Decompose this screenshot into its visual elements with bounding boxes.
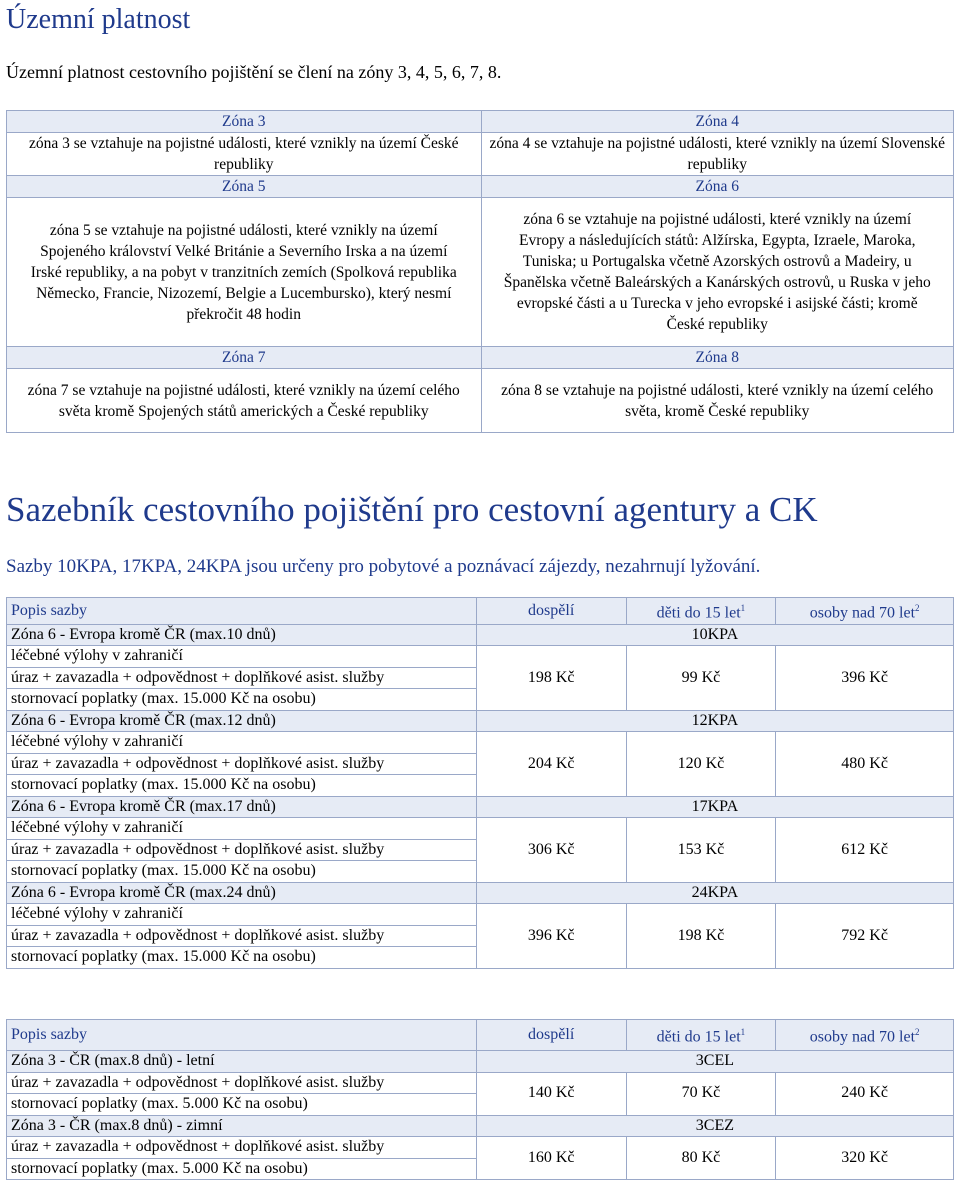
zone-text: zóna 4 se vztahuje na pojistné události, které vznikly na území Slovenské republiky <box>481 133 954 176</box>
zone-text: zóna 3 se vztahuje na pojistné události, které vznikly na území České republiky <box>7 133 482 176</box>
zone-title: Zóna 7 <box>7 347 482 369</box>
zones-table <box>6 110 954 433</box>
price-kids: 198 Kč <box>626 904 776 969</box>
price-seniors: 480 Kč <box>776 732 954 797</box>
price-adults: 396 Kč <box>476 904 626 969</box>
rate-item: úraz + zavazadla + odpovědnost + doplňkové asist. služby <box>7 753 477 775</box>
rate-name: Zóna 6 - Evropa kromě ČR (max.17 dnů) <box>7 796 477 818</box>
page-title: Územní platnost <box>6 4 191 35</box>
col-adults: dospělí <box>476 598 626 625</box>
rate-item: úraz + zavazadla + odpovědnost + doplňkové asist. služby <box>7 925 477 947</box>
rate-item: stornovací poplatky (max. 15.000 Kč na osobu) <box>7 947 477 969</box>
rate-item: léčebné výlohy v zahraničí <box>7 646 477 668</box>
price-kids: 80 Kč <box>626 1137 776 1180</box>
zone-text: zóna 8 se vztahuje na pojistné události, které vznikly na území celého světa, kromě České republiky <box>481 369 954 433</box>
rate-code: 12KPA <box>476 710 953 732</box>
price-adults: 198 Kč <box>476 646 626 711</box>
price-seniors: 792 Kč <box>776 904 954 969</box>
rate-item: stornovací poplatky (max. 5.000 Kč na osobu) <box>7 1158 477 1180</box>
zone-text: zóna 6 se vztahuje na pojistné události, které vznikly na území Evropy a následujících států: Alžírska, Egypta, Izraele, Maroka, Tuniska; u Portugalska včetně Azorských ostrovů a Madeiry, u Španělska včetně Baleárských a Kanárských ostrovů, u Ruska v jeho evropské části a u Turecka v jeho evropské i asijské části; kromě České republiky <box>481 198 954 347</box>
rate-code: 10KPA <box>476 624 953 646</box>
rate-name: Zóna 6 - Evropa kromě ČR (max.12 dnů) <box>7 710 477 732</box>
price-kids: 70 Kč <box>626 1072 776 1115</box>
price-seniors: 396 Kč <box>776 646 954 711</box>
rate-item: léčebné výlohy v zahraničí <box>7 904 477 926</box>
price-seniors: 240 Kč <box>776 1072 954 1115</box>
zone-text: zóna 7 se vztahuje na pojistné události, které vznikly na území celého světa kromě Spojených států amerických a České republiky <box>7 369 482 433</box>
rate-name: Zóna 6 - Evropa kromě ČR (max.24 dnů) <box>7 882 477 904</box>
col-seniors: osoby nad 70 let$^2$ <box>776 598 954 625</box>
rate-item: úraz + zavazadla + odpovědnost + doplňkové asist. služby <box>7 667 477 689</box>
col-kids: děti do 15 let$^1$ <box>626 1020 776 1051</box>
rate-item: stornovací poplatky (max. 15.000 Kč na osobu) <box>7 689 477 711</box>
zone-title: Zóna 5 <box>7 176 482 198</box>
price-seniors: 612 Kč <box>776 818 954 883</box>
rate-item: stornovací poplatky (max. 15.000 Kč na osobu) <box>7 861 477 883</box>
rate-item: úraz + zavazadla + odpovědnost + doplňkové asist. služby <box>7 1137 477 1159</box>
price-adults: 140 Kč <box>476 1072 626 1115</box>
zone-title: Zóna 4 <box>481 111 954 133</box>
price-kids: 99 Kč <box>626 646 776 711</box>
price-adults: 306 Kč <box>476 818 626 883</box>
price-kids: 120 Kč <box>626 732 776 797</box>
rate-code: 3CEL <box>476 1051 953 1073</box>
col-adults: dospělí <box>476 1020 626 1051</box>
rate-code: 3CEZ <box>476 1115 953 1137</box>
rate-item: stornovací poplatky (max. 5.000 Kč na osobu) <box>7 1094 477 1116</box>
rate-item: úraz + zavazadla + odpovědnost + doplňkové asist. služby <box>7 839 477 861</box>
rates-table-1 <box>6 597 954 969</box>
rates-title: Sazebník cestovního pojištění pro cestovní agentury a CK <box>6 490 818 529</box>
rate-code: 17KPA <box>476 796 953 818</box>
zone-title: Zóna 8 <box>481 347 954 369</box>
rates-header-row <box>7 1020 954 1051</box>
rate-item: léčebné výlohy v zahraničí <box>7 818 477 840</box>
col-seniors: osoby nad 70 let$^2$ <box>776 1020 954 1051</box>
rates-table-2 <box>6 1019 954 1180</box>
price-adults: 160 Kč <box>476 1137 626 1180</box>
rate-name: Zóna 6 - Evropa kromě ČR (max.10 dnů) <box>7 624 477 646</box>
rate-item: stornovací poplatky (max. 15.000 Kč na osobu) <box>7 775 477 797</box>
zone-title: Zóna 6 <box>481 176 954 198</box>
rate-name: Zóna 3 - ČR (max.8 dnů) - zimní <box>7 1115 477 1137</box>
price-seniors: 320 Kč <box>776 1137 954 1180</box>
rate-code: 24KPA <box>476 882 953 904</box>
rates-note: Sazby 10KPA, 17KPA, 24KPA jsou určeny pro pobytové a poznávací zájezdy, nezahrnují lyžování. <box>6 556 761 577</box>
rates-header-row <box>7 598 954 625</box>
rate-item: léčebné výlohy v zahraničí <box>7 732 477 754</box>
col-kids: děti do 15 let$^1$ <box>626 598 776 625</box>
intro-text: Územní platnost cestovního pojištění se člení na zóny 3, 4, 5, 6, 7, 8. <box>6 62 502 82</box>
col-popis: Popis sazby <box>7 598 477 625</box>
rate-item: úraz + zavazadla + odpovědnost + doplňkové asist. služby <box>7 1072 477 1094</box>
price-kids: 153 Kč <box>626 818 776 883</box>
price-adults: 204 Kč <box>476 732 626 797</box>
zone-title: Zóna 3 <box>7 111 482 133</box>
zone-text: zóna 5 se vztahuje na pojistné události, které vznikly na území Spojeného království Velké Británie a Severního Irska a na území Irské republiky, a na pobyt v tranzitních zemích (Spolková republika Německo, Francie, Nizozemí, Belgie a Lucembursko), který nesmí překročit 48 hodin <box>7 198 482 347</box>
rate-name: Zóna 3 - ČR (max.8 dnů) - letní <box>7 1051 477 1073</box>
col-popis: Popis sazby <box>7 1020 477 1051</box>
